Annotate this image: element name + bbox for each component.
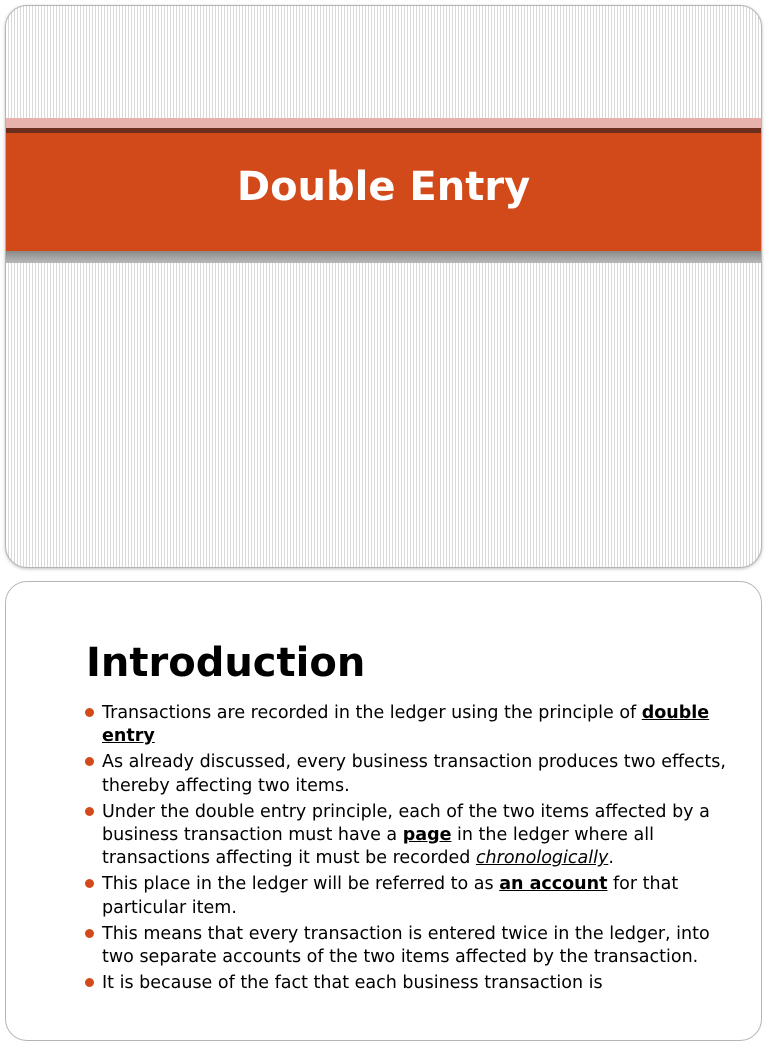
bullet-text: This means that every transaction is entered twice in the ledger, into two separate accounts of the two items affected by the transaction. bbox=[102, 923, 710, 968]
bullet-text: Under the double entry principle, each of the two items affected by a business transaction must have a bbox=[102, 801, 710, 846]
bullet-text: for that particular item. bbox=[102, 874, 679, 918]
bullet-item bbox=[84, 801, 744, 871]
title-band-shadow bbox=[6, 251, 761, 263]
bullet-text: It is because of the fact that each business transaction is bbox=[102, 973, 603, 994]
bullet-text: in the ledger where all transactions affecting it must be recorded bbox=[102, 825, 654, 869]
bullet-item bbox=[84, 702, 744, 748]
bullet-list bbox=[84, 702, 744, 998]
content-slide bbox=[5, 581, 762, 1041]
bullet-italic-emphasis: chronologically bbox=[475, 848, 609, 869]
slide-heading: Introduction bbox=[86, 640, 366, 686]
bullet-text: . bbox=[608, 848, 614, 869]
bullet-item bbox=[84, 751, 744, 797]
slide-title: Double Entry bbox=[236, 164, 531, 210]
bullet-text: As already discussed, every business transaction produces two effects, thereby affecting two items. bbox=[102, 752, 726, 796]
bullet-emphasis: page bbox=[402, 825, 452, 846]
bullet-emphasis: an account bbox=[499, 874, 608, 895]
bullet-item bbox=[84, 972, 744, 995]
title-band bbox=[6, 133, 761, 251]
title-slide bbox=[5, 5, 762, 568]
bullet-item bbox=[84, 873, 744, 919]
bullet-text: Transactions are recorded in the ledger using the principle of bbox=[102, 703, 642, 723]
bullet-text: This place in the ledger will be referred to as bbox=[102, 874, 500, 895]
bullet-item bbox=[84, 923, 744, 969]
bullet-emphasis: double entry bbox=[102, 703, 710, 747]
